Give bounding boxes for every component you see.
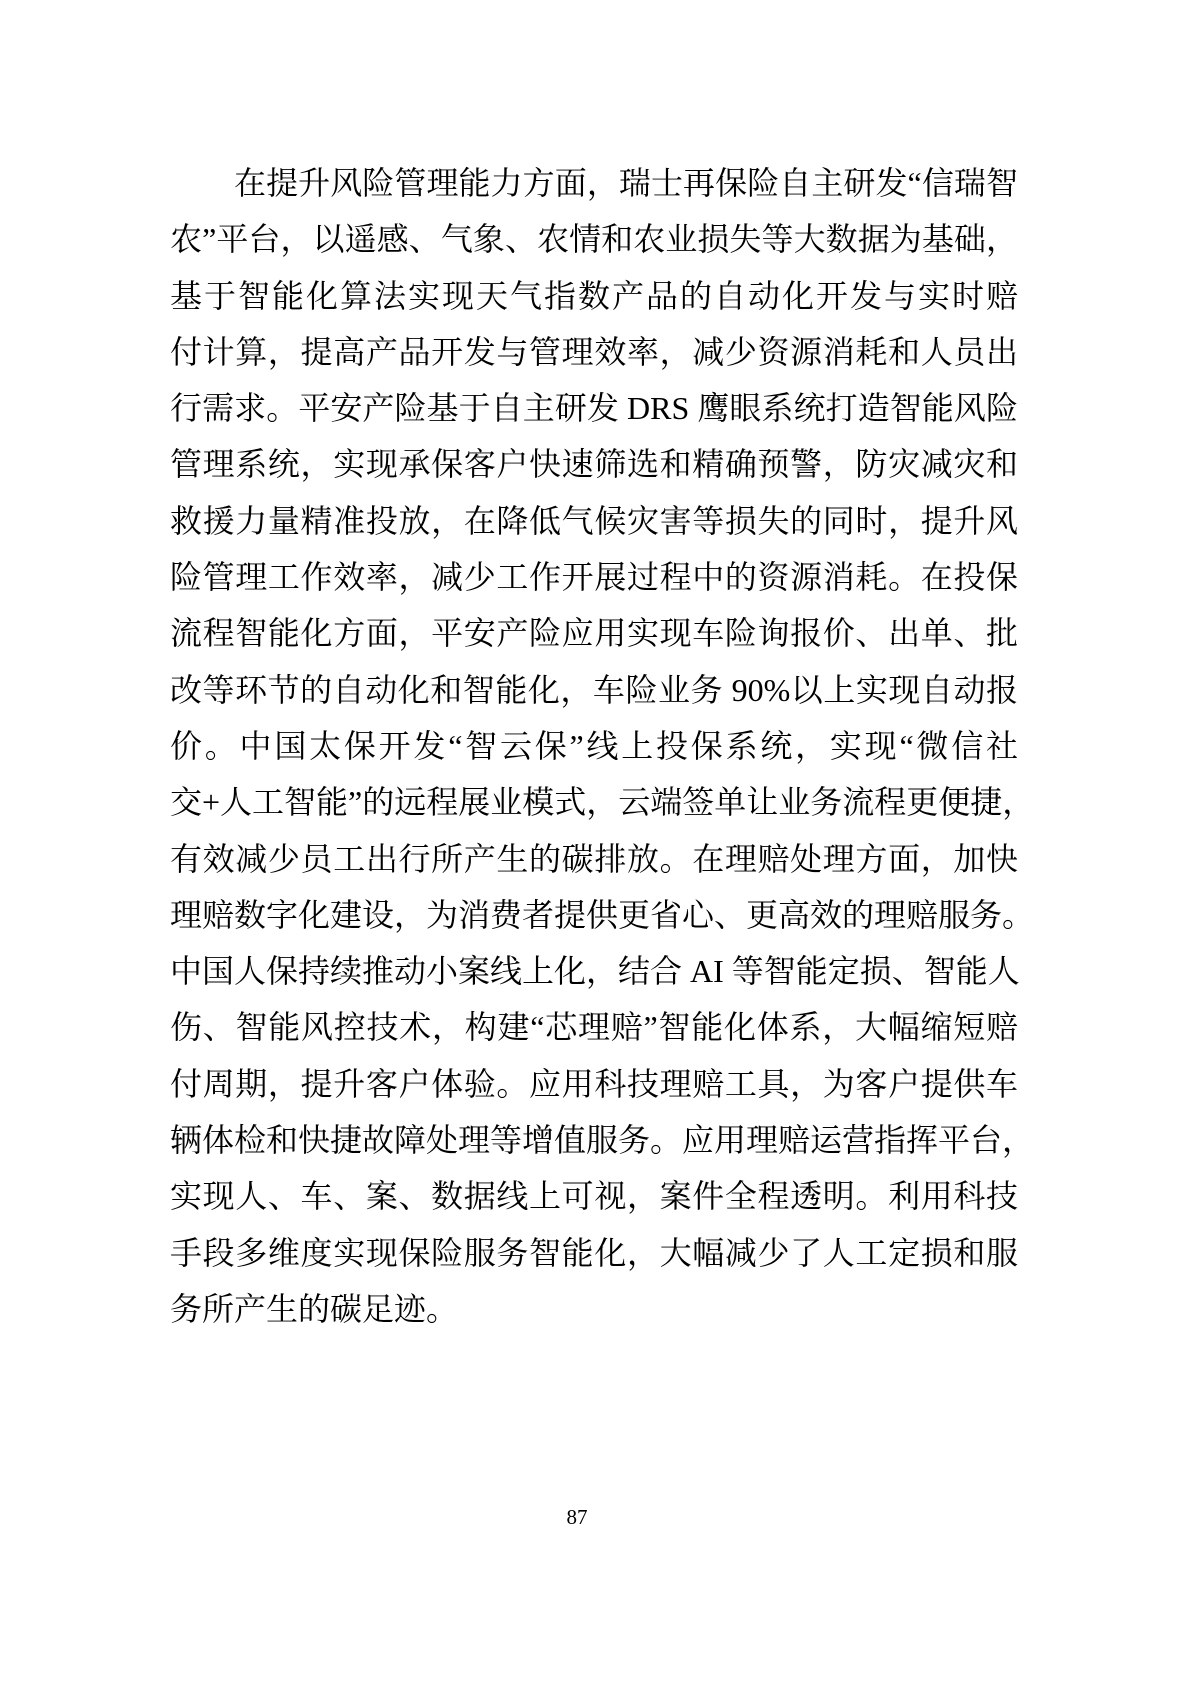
text-line: 交+人工智能”的远程展业模式，云端签单让业务流程更便捷，: [170, 784, 1035, 821]
text-line: 基于智能化算法实现天气指数产品的自动化开发与实时赔: [170, 277, 1018, 314]
text-line: 流程智能化方面，平安产险应用实现车险询报价、出单、批: [170, 615, 1018, 652]
body-paragraph: [170, 155, 1035, 1337]
text-line: 险管理工作效率，减少工作开展过程中的资源消耗。在投保: [170, 559, 1018, 596]
text-line: 理赔数字化建设，为消费者提供更省心、更高效的理赔服务。: [170, 896, 1035, 933]
text-line: 救援力量精准投放，在降低气候灾害等损失的同时，提升风: [170, 502, 1018, 539]
text-line: 行需求。平安产险基于自主研发 DRS 鹰眼系统打造智能风险: [170, 390, 1018, 427]
text-line: 农”平台，以遥感、气象、农情和农业损失等大数据为基础，: [170, 221, 1018, 258]
text-line: 中国人保持续推动小案线上化，结合 AI 等智能定损、智能人: [170, 953, 1020, 990]
text-line: 付计算，提高产品开发与管理效率，减少资源消耗和人员出: [170, 333, 1018, 370]
text-line: 在提升风险管理能力方面，瑞士再保险自主研发“信瑞智: [234, 165, 1018, 201]
text-line: 价。中国太保开发“智云保”线上投保系统，实现“微信社: [170, 727, 1018, 764]
text-line: 手段多维度实现保险服务智能化，大幅减少了人工定损和服: [170, 1234, 1018, 1271]
text-line: 付周期，提升客户体验。应用科技理赔工具，为客户提供车: [170, 1065, 1018, 1102]
text-line: 辆体检和快捷故障处理等增值服务。应用理赔运营指挥平台，: [170, 1122, 1035, 1159]
text-line: 改等环节的自动化和智能化，车险业务 90%以上实现自动报: [170, 671, 1018, 708]
text-line: 伤、智能风控技术，构建“芯理赔”智能化体系，大幅缩短赔: [170, 1009, 1018, 1046]
page-number: 87: [566, 1505, 588, 1529]
text-line: 务所产生的碳足迹。: [170, 1290, 459, 1327]
text-line: 管理系统，实现承保客户快速筛选和精确预警，防灾减灾和: [170, 446, 1018, 483]
text-line: 有效减少员工出行所产生的碳排放。在理赔处理方面，加快: [170, 840, 1018, 877]
text-line: 实现人、车、案、数据线上可视，案件全程透明。利用科技: [170, 1178, 1018, 1215]
